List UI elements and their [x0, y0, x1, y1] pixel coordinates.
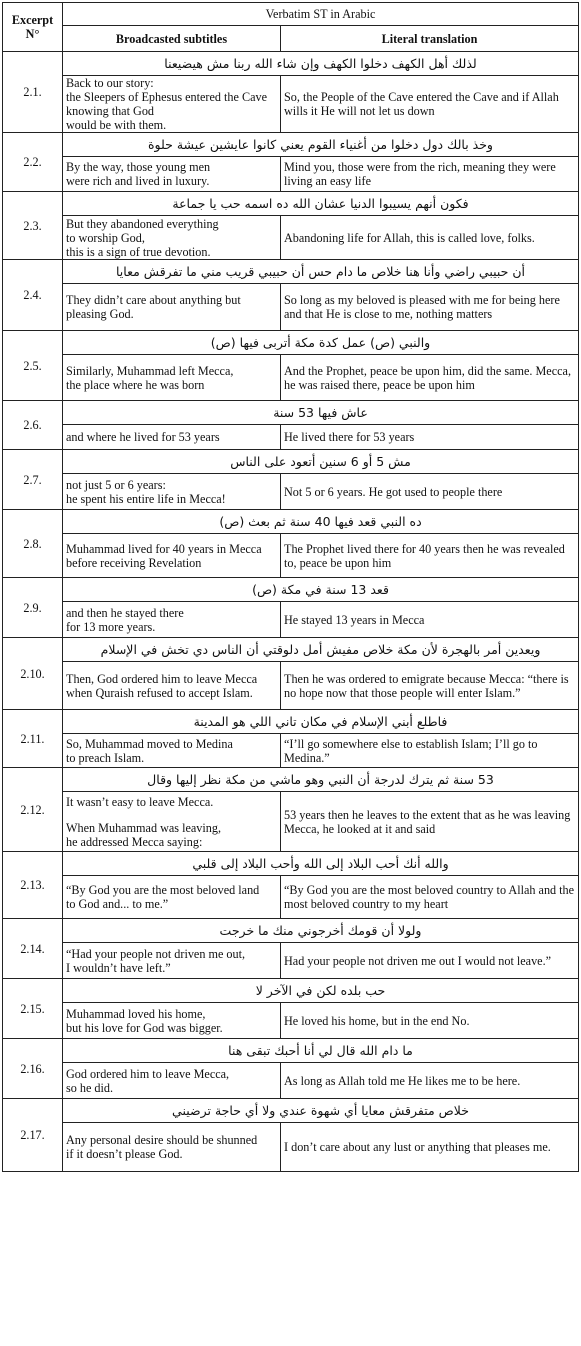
- literal-translation: The Prophet lived there for 40 years then he was revealed to, peace be upon him: [281, 534, 579, 578]
- broadcasted-subtitle: [63, 734, 281, 768]
- excerpt-number: 2.10.: [3, 638, 63, 710]
- excerpt-arabic-row: [3, 852, 579, 876]
- excerpt-translation-row: [3, 534, 579, 578]
- subtitle-line: I wouldn’t have left.”: [66, 960, 171, 975]
- literal-translation: He lived there for 53 years: [281, 425, 579, 450]
- arabic-verbatim: حب بلده لكن في الآخر لا: [63, 979, 579, 1003]
- broadcasted-subtitle: [63, 284, 281, 331]
- subtitle-line: But they abandoned everything: [66, 216, 219, 231]
- broadcasted-subtitle: [63, 474, 281, 510]
- excerpt-translation-row: [3, 1123, 579, 1172]
- excerpt-number: 2.17.: [3, 1099, 63, 1172]
- excerpt-translation-row: [3, 284, 579, 331]
- subtitle-line: but his love for God was bigger.: [66, 1020, 223, 1035]
- subtitle-line: and where he lived for 53 years: [66, 430, 220, 444]
- subtitle-line: if it doesn’t please God.: [66, 1147, 183, 1161]
- excerpt-number: 2.14.: [3, 919, 63, 979]
- excerpt-number-header: [3, 3, 63, 52]
- excerpt-translation-row: [3, 602, 579, 638]
- subtitle-line: to worship God,: [66, 230, 145, 245]
- subtitle-line: It wasn’t easy to leave Mecca.: [66, 794, 214, 809]
- excerpt-translation-row: [3, 734, 579, 768]
- broadcasted-subtitle: [63, 216, 281, 260]
- subtitle-line: this is a sign of true devotion.: [66, 244, 211, 259]
- broadcasted-subtitle: [63, 425, 281, 450]
- broadcasted-subtitle: [63, 355, 281, 401]
- subtitle-line: not just 5 or 6 years:: [66, 477, 166, 492]
- subtitle-line: for 13 more years.: [66, 619, 156, 634]
- broadcasted-subtitle: [63, 662, 281, 710]
- literal-translation: 53 years then he leaves to the extent that as he was leaving Mecca, he looked at it and said: [281, 792, 579, 852]
- broadcasted-subtitle: [63, 534, 281, 578]
- literal-translation: As long as Allah told me He likes me to be here.: [281, 1063, 579, 1099]
- broadcasted-subtitles-header: Broadcasted subtitles: [63, 26, 281, 52]
- arabic-verbatim: وخذ بالك دول دخلوا من أغنياء القوم يعني كانوا عايشين عيشة حلوة: [63, 133, 579, 157]
- excerpt-number: 2.5.: [3, 331, 63, 401]
- table-body: [3, 52, 579, 1172]
- excerpt-arabic-row: [3, 768, 579, 792]
- excerpt-arabic-row: [3, 919, 579, 943]
- subtitle-line: and then he stayed there: [66, 605, 184, 620]
- broadcasted-subtitle: [63, 943, 281, 979]
- subtitle-line: he addressed Mecca saying:: [66, 834, 203, 849]
- excerpt-translation-row: [3, 1003, 579, 1039]
- excerpt-arabic-row: [3, 331, 579, 355]
- literal-translation: I don’t care about any lust or anything that pleases me.: [281, 1123, 579, 1172]
- excerpt-number: 2.7.: [3, 450, 63, 510]
- arabic-verbatim: أن حبيبي راضي وأنا هنا خلاص ما دام حس أن حبيبي قريب مني ما تفرقش معايا: [63, 260, 579, 284]
- excerpt-translation-row: [3, 157, 579, 192]
- excerpt-arabic-row: [3, 260, 579, 284]
- literal-translation: And the Prophet, peace be upon him, did the same. Mecca, he was raised there, peace be upon him: [281, 355, 579, 401]
- table-header: [3, 3, 579, 52]
- subtitle-line: Similarly, Muhammad left Mecca,: [66, 363, 234, 378]
- literal-translation: “I’ll go somewhere else to establish Islam; I’ll go to Medina.”: [281, 734, 579, 768]
- subtitle-line: So, Muhammad moved to Medina: [66, 736, 233, 751]
- excerpt-number: 2.2.: [3, 133, 63, 192]
- excerpt-number: 2.3.: [3, 192, 63, 260]
- broadcasted-subtitle: [63, 1123, 281, 1172]
- excerpt-number-label: N°: [25, 27, 40, 41]
- subtitle-line: Any personal desire should be shunned: [66, 1133, 258, 1147]
- subtitle-line: Muhammad loved his home,: [66, 1006, 206, 1021]
- excerpt-number: 2.13.: [3, 852, 63, 919]
- broadcasted-subtitle: [63, 76, 281, 133]
- broadcasted-subtitle: [63, 157, 281, 192]
- arabic-verbatim: والله أنك أحب البلاد إلى الله وأحب البلاد إلى قلبي: [63, 852, 579, 876]
- literal-translation: Not 5 or 6 years. He got used to people there: [281, 474, 579, 510]
- excerpt-number: 2.4.: [3, 260, 63, 331]
- arabic-verbatim: ويعدين أمر بالهجرة لأن مكة خلاص مفيش أمل دلوقتي أن الناس دي تخش في الإسلام: [63, 638, 579, 662]
- subtitle-line: “By God you are the most beloved land: [66, 883, 260, 897]
- excerpt-translation-row: [3, 943, 579, 979]
- subtitle-line: When Muhammad was leaving,: [66, 820, 222, 835]
- excerpt-arabic-row: [3, 979, 579, 1003]
- verbatim-header: Verbatim ST in Arabic: [63, 3, 579, 26]
- arabic-verbatim: فاطلع أبني الإسلام في مكان تاني اللي هو المدينة: [63, 710, 579, 734]
- broadcasted-subtitle: [63, 792, 281, 852]
- subtitle-line: Muhammad lived for 40 years in Mecca: [66, 541, 262, 556]
- arabic-verbatim: ولولا أن قومك أخرجوني منك ما خرجت: [63, 919, 579, 943]
- subtitle-line: before receiving Revelation: [66, 555, 202, 570]
- subtitle-line: By the way, those young men: [66, 160, 211, 174]
- excerpt-arabic-row: [3, 578, 579, 602]
- literal-translation: So long as my beloved is pleased with me for being here and that He is close to me, nothing matters: [281, 284, 579, 331]
- excerpt-arabic-row: [3, 192, 579, 216]
- excerpt-number: 2.11.: [3, 710, 63, 768]
- literal-translation: He loved his home, but in the end No.: [281, 1003, 579, 1039]
- subtitle-line: when Quraish refused to accept Islam.: [66, 685, 253, 700]
- subtitle-line: to God and... to me.”: [66, 897, 169, 911]
- excerpt-translation-row: [3, 792, 579, 852]
- literal-translation: Mind you, those were from the rich, meaning they were living an easy life: [281, 157, 579, 192]
- arabic-verbatim: والنبي (ص) عمل كدة مكة أتربى فيها (ص): [63, 331, 579, 355]
- broadcasted-subtitle: [63, 1003, 281, 1039]
- excerpt-translation-row: [3, 1063, 579, 1099]
- excerpt-translation-row: [3, 474, 579, 510]
- literal-translation: Had your people not driven me out I would not leave.”: [281, 943, 579, 979]
- excerpt-arabic-row: [3, 52, 579, 76]
- subtitle-line: “Had your people not driven me out,: [66, 946, 246, 961]
- literal-translation: Then he was ordered to emigrate because Mecca: “there is no hope now that those people will enter Islam.”: [281, 662, 579, 710]
- arabic-verbatim: ما دام الله قال لي أنا أحبك تبقى هنا: [63, 1039, 579, 1063]
- broadcasted-subtitle: [63, 876, 281, 919]
- excerpt-arabic-row: [3, 710, 579, 734]
- subtitle-line: he spent his entire life in Mecca!: [66, 491, 226, 506]
- subtitle-line: Then, God ordered him to leave Mecca: [66, 671, 258, 686]
- excerpt-label: Excerpt: [11, 13, 54, 27]
- subtitle-line: They didn’t care about anything but pleasing God.: [66, 293, 241, 321]
- excerpt-arabic-row: [3, 450, 579, 474]
- subtitle-line: so he did.: [66, 1080, 114, 1095]
- excerpt-translation-row: [3, 355, 579, 401]
- excerpt-table: [2, 2, 579, 1172]
- arabic-verbatim: لذلك أهل الكهف دخلوا الكهف وإن شاء الله ربنا مش هيضيعنا: [63, 52, 579, 76]
- subtitle-line: were rich and lived in luxury.: [66, 174, 210, 188]
- subtitle-line: the place where he was born: [66, 377, 205, 392]
- excerpt-number: 2.6.: [3, 401, 63, 450]
- excerpt-number: 2.8.: [3, 510, 63, 578]
- arabic-verbatim: فكون أنهم يسيبوا الدنيا عشان الله ده اسمه حب يا جماعة: [63, 192, 579, 216]
- excerpt-arabic-row: [3, 1099, 579, 1123]
- arabic-verbatim: قعد 13 سنة في مكة (ص): [63, 578, 579, 602]
- subtitle-line: would be with them.: [66, 118, 167, 132]
- broadcasted-subtitle: [63, 602, 281, 638]
- excerpt-translation-row: [3, 876, 579, 919]
- subtitle-line: the Sleepers of Ephesus entered the Cave: [66, 90, 268, 104]
- literal-translation-header: Literal translation: [281, 26, 579, 52]
- excerpt-number: 2.12.: [3, 768, 63, 852]
- excerpt-translation-row: [3, 425, 579, 450]
- excerpt-number: 2.16.: [3, 1039, 63, 1099]
- excerpt-arabic-row: [3, 510, 579, 534]
- excerpt-translation-row: [3, 216, 579, 260]
- excerpt-number: 2.15.: [3, 979, 63, 1039]
- excerpt-arabic-row: [3, 1039, 579, 1063]
- arabic-verbatim: عاش فيها 53 سنة: [63, 401, 579, 425]
- literal-translation: Abandoning life for Allah, this is called love, folks.: [281, 216, 579, 260]
- excerpt-number: 2.1.: [3, 52, 63, 133]
- excerpt-number: 2.9.: [3, 578, 63, 638]
- arabic-verbatim: خلاص متفرقش معايا أي شهوة عندي ولا أي حاجة ترضيني: [63, 1099, 579, 1123]
- subtitle-line: Back to our story:: [66, 76, 154, 90]
- excerpt-arabic-row: [3, 133, 579, 157]
- subtitle-line: to preach Islam.: [66, 750, 145, 765]
- excerpt-arabic-row: [3, 401, 579, 425]
- literal-translation: He stayed 13 years in Mecca: [281, 602, 579, 638]
- literal-translation: So, the People of the Cave entered the Cave and if Allah wills it He will not let us down: [281, 76, 579, 133]
- arabic-verbatim: ده النبي قعد فيها 40 سنة ثم بعث (ص): [63, 510, 579, 534]
- literal-translation: “By God you are the most beloved country to Allah and the most beloved country to my heart: [281, 876, 579, 919]
- excerpt-arabic-row: [3, 638, 579, 662]
- broadcasted-subtitle: [63, 1063, 281, 1099]
- subtitle-line: [66, 809, 277, 821]
- subtitle-line: knowing that God: [66, 104, 155, 118]
- arabic-verbatim: مش 5 أو 6 سنين أتعود على الناس: [63, 450, 579, 474]
- excerpt-translation-row: [3, 76, 579, 133]
- arabic-verbatim: 53 سنة ثم يترك لدرجة أن النبي وهو ماشي من مكة نظر إليها وقال: [63, 768, 579, 792]
- subtitle-line: God ordered him to leave Mecca,: [66, 1066, 230, 1081]
- excerpt-translation-row: [3, 662, 579, 710]
